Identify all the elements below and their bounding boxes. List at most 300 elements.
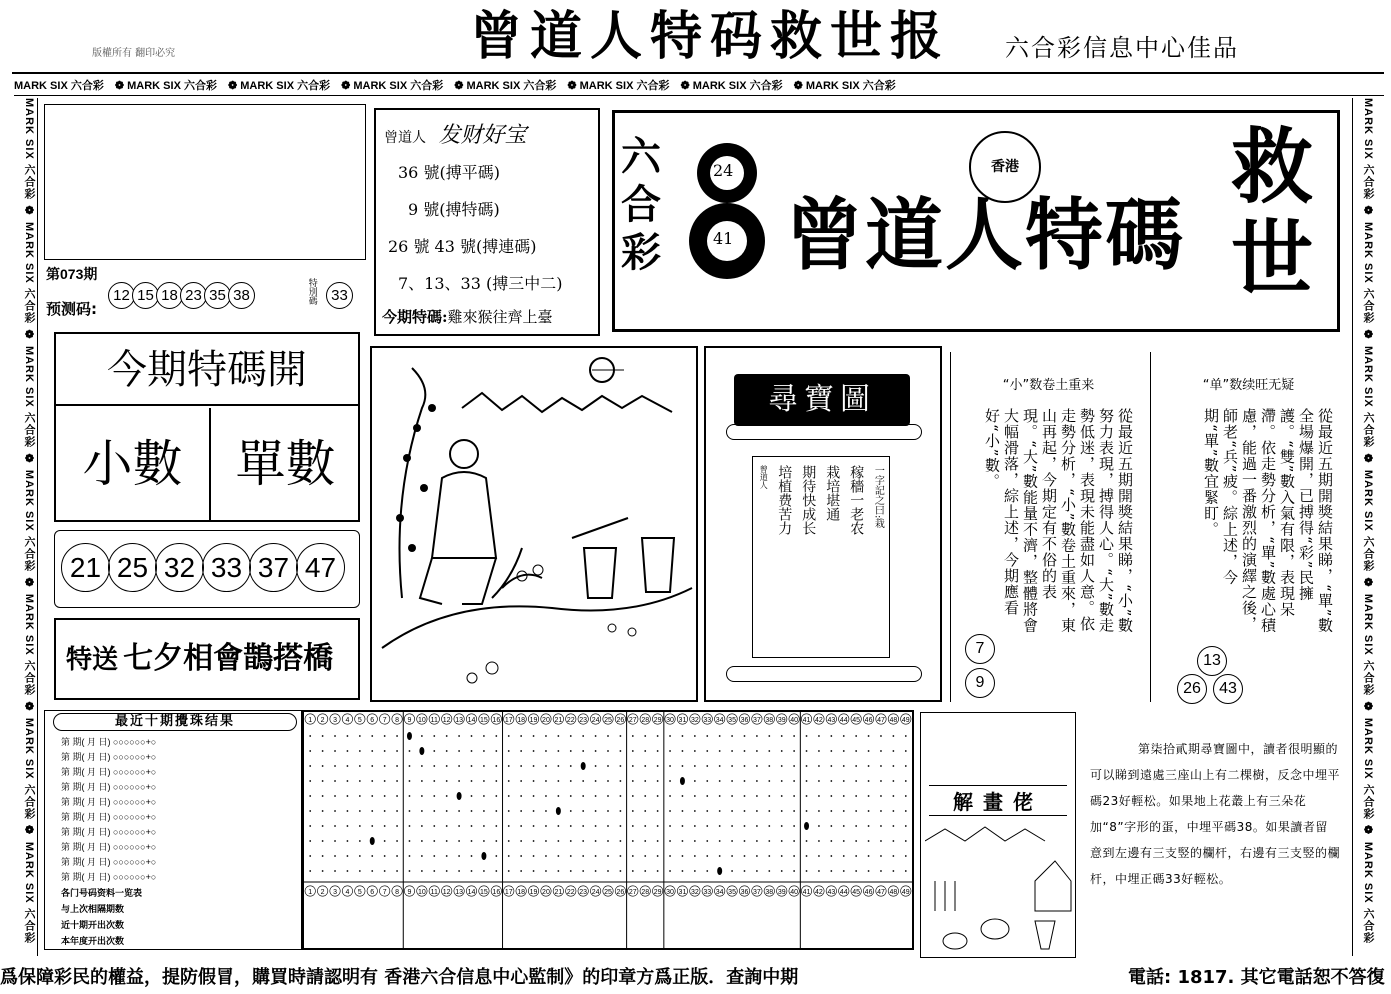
grid-dot (371, 855, 373, 857)
grid-col-number: 10 (417, 889, 426, 896)
grid-dot (359, 840, 361, 842)
grid-dot (334, 870, 336, 872)
results-footer-label: 各门号码资料一览表 (61, 888, 143, 898)
grid-dot (818, 750, 820, 752)
grid-dot (756, 765, 758, 767)
grid-col-number: 14 (467, 717, 476, 724)
grid-dot (458, 810, 460, 812)
predict-ball: 38 (228, 282, 255, 309)
grid-dot (545, 825, 547, 827)
grid-dot (868, 855, 870, 857)
grid-dot (607, 750, 609, 752)
grid-dot (892, 795, 894, 797)
grid-dot (409, 825, 411, 827)
results-row-label: 第 期( 月 日) ○○○○○○+○ (61, 797, 157, 807)
grid-dot (731, 780, 733, 782)
grid-hit (556, 807, 561, 815)
band-text: MARK SIX 六合彩 (579, 80, 670, 92)
gift-prefix: 特送 (66, 645, 119, 675)
grid-col-number: 5 (357, 717, 362, 724)
grid-dot (744, 810, 746, 812)
grid-dot (719, 765, 721, 767)
band-text: MARK SIX 六合彩 (466, 80, 557, 92)
grid-dot (756, 795, 758, 797)
grid-col-number: 31 (678, 889, 687, 896)
grid-dot (495, 780, 497, 782)
grid-dot (607, 840, 609, 842)
grid-dot (781, 765, 783, 767)
grid-dot (384, 780, 386, 782)
grid-dot (843, 840, 845, 842)
grid-dot (371, 870, 373, 872)
grid-col-number: 27 (628, 889, 637, 896)
grid-dot (694, 825, 696, 827)
grid-dot (744, 855, 746, 857)
grid-col-number: 43 (827, 717, 836, 724)
grid-dot (371, 750, 373, 752)
grid-dot (595, 735, 597, 737)
grid-col-number: 41 (802, 717, 811, 724)
grid-dot (731, 855, 733, 857)
article-ball: 9 (965, 668, 995, 698)
grid-dot (384, 825, 386, 827)
grid-dot (508, 810, 510, 812)
open-ball: 37 (249, 543, 298, 592)
grid-dot (620, 810, 622, 812)
grid-dot (309, 825, 311, 827)
grid-dot (557, 855, 559, 857)
grid-dot (495, 810, 497, 812)
grid-dot (830, 750, 832, 752)
grid-dot (582, 855, 584, 857)
grid-dot (433, 855, 435, 857)
grid-dot (830, 840, 832, 842)
grid-dot (818, 825, 820, 827)
grid-dot (756, 840, 758, 842)
grid-col-number: 44 (839, 889, 848, 896)
grid-col-number: 7 (382, 717, 387, 724)
grid-col-number: 36 (740, 717, 749, 724)
grid-dot (632, 750, 634, 752)
grid-dot (682, 735, 684, 737)
grid-col-number: 40 (790, 889, 799, 896)
grid-dot (433, 795, 435, 797)
grid-dot (905, 825, 907, 827)
grid-dot (806, 855, 808, 857)
results-panel (44, 710, 302, 950)
grid-col-number: 48 (889, 889, 898, 896)
grid-dot (458, 840, 460, 842)
grid-dot (545, 855, 547, 857)
grid-dot (843, 750, 845, 752)
open-heading: 今期特碼開 (56, 334, 358, 406)
article-ball: 26 (1177, 674, 1207, 704)
grid-dot (620, 840, 622, 842)
grid-dot (855, 735, 857, 737)
explain-illustration (920, 712, 1076, 958)
grid-dot (595, 810, 597, 812)
grid-dot (731, 795, 733, 797)
tip-line: 36 號(搏平碼) (398, 163, 500, 182)
grid-dot (421, 795, 423, 797)
open-ball: 32 (155, 543, 204, 592)
right-band: MARK SIX 六合彩 ❁ MARK SIX 六合彩 ❁ MARK SIX 六合彩 ❁ MARK SIX 六合彩 ❁ MARK SIX 六合彩 ❁ MARK SIX 六合彩 ❁ MARK SIX 六合彩 (1352, 98, 1376, 956)
grid-col-number: 26 (616, 889, 625, 896)
grid-col-number: 36 (740, 889, 749, 896)
tips-heading-prefix: 曾道人 (384, 130, 426, 146)
poem-col: 期待快成长 (800, 465, 817, 535)
grid-dot (433, 780, 435, 782)
grid-dot (322, 825, 324, 827)
grid-dot (731, 750, 733, 752)
grid-dot (421, 765, 423, 767)
grid-dot (731, 810, 733, 812)
band-text: MARK SIX 六合彩 (23, 345, 35, 448)
grid-dot (508, 780, 510, 782)
grid-dot (458, 855, 460, 857)
grid-dot (471, 765, 473, 767)
grid-dot (508, 825, 510, 827)
grid-dot (322, 810, 324, 812)
grid-dot (793, 825, 795, 827)
grid-dot (322, 780, 324, 782)
grid-dot (595, 840, 597, 842)
grid-dot (595, 870, 597, 872)
grid-dot (396, 735, 398, 737)
grid-dot (371, 780, 373, 782)
grid-dot (855, 795, 857, 797)
grid-dot (793, 795, 795, 797)
grid-dot (347, 780, 349, 782)
grid-dot (409, 765, 411, 767)
grid-col-number: 48 (889, 717, 898, 724)
logo-char: 彩 (621, 229, 661, 276)
grid-dot (706, 780, 708, 782)
grid-dot (309, 735, 311, 737)
grid-dot (433, 765, 435, 767)
grid-dot (458, 870, 460, 872)
open-ball: 33 (202, 543, 251, 592)
article-ball: 43 (1213, 674, 1243, 704)
grid-dot (781, 825, 783, 827)
grid-dot (644, 795, 646, 797)
grid-col-number: 38 (765, 717, 774, 724)
blank-ad-box (44, 104, 366, 260)
bottom-right-text: 電話: 1817. 其它電話恕不答復 (1122, 962, 1385, 994)
grid-dot (719, 810, 721, 812)
grid-col-number: 6 (370, 717, 375, 724)
special-text: 雞來猴往齊上臺 (447, 308, 553, 326)
grid-col-number: 37 (752, 889, 761, 896)
grid-dot (719, 855, 721, 857)
grid-dot (843, 810, 845, 812)
special-code-label: 特別碼 (306, 278, 317, 305)
grid-dot (880, 750, 882, 752)
grid-dot (396, 765, 398, 767)
grid-col-number: 28 (641, 889, 650, 896)
grid-dot (359, 825, 361, 827)
logo-main-text: 曾道人特碼 (785, 190, 1186, 281)
grid-dot (669, 735, 671, 737)
grid-dot (905, 735, 907, 737)
grid-col-number: 25 (604, 717, 612, 724)
results-row-label: 第 期( 月 日) ○○○○○○+○ (61, 737, 157, 747)
grid-dot (396, 810, 398, 812)
grid-dot (471, 735, 473, 737)
grid-col-number: 27 (628, 717, 637, 724)
grid-dot (657, 765, 659, 767)
grid-dot (471, 840, 473, 842)
grid-dot (557, 795, 559, 797)
grid-dot (471, 870, 473, 872)
grid-dot (682, 765, 684, 767)
grid-dot (880, 780, 882, 782)
grid-dot (483, 870, 485, 872)
grid-dot (533, 855, 535, 857)
grid-dot (632, 840, 634, 842)
grid-dot (620, 825, 622, 827)
grid-dot (347, 840, 349, 842)
grid-dot (570, 870, 572, 872)
grid-dot (520, 750, 522, 752)
grid-dot (322, 735, 324, 737)
grid-dot (644, 780, 646, 782)
tips-heading-script: 发财好宝 (438, 123, 527, 148)
grid-dot (892, 870, 894, 872)
grid-dot (334, 795, 336, 797)
grid-dot (533, 840, 535, 842)
grid-dot (682, 810, 684, 812)
grid-dot (334, 750, 336, 752)
grid-hit (804, 822, 809, 830)
grid-dot (682, 870, 684, 872)
results-footer-label: 本年度开出次数 (61, 936, 125, 946)
grid-dot (644, 810, 646, 812)
grid-dot (694, 840, 696, 842)
grid-dot (508, 870, 510, 872)
grid-dot (694, 855, 696, 857)
grid-dot (855, 750, 857, 752)
grid-dot (595, 825, 597, 827)
grid-col-number: 42 (815, 717, 823, 724)
grid-dot (892, 810, 894, 812)
grid-dot (533, 765, 535, 767)
tip-line: 9 號(搏特碼) (408, 200, 500, 219)
open-ball: 21 (61, 543, 110, 592)
illustration-panel (370, 346, 698, 702)
grid-dot (868, 825, 870, 827)
grid-dot (905, 870, 907, 872)
grid-dot (706, 840, 708, 842)
grid-dot (682, 795, 684, 797)
logo-panel (612, 110, 1340, 332)
grid-dot (582, 825, 584, 827)
grid-dot (446, 765, 448, 767)
grid-dot (508, 735, 510, 737)
grid-dot (396, 750, 398, 752)
grid-dot (421, 810, 423, 812)
header-rule (12, 72, 1384, 74)
grid-dot (359, 750, 361, 752)
grid-dot (446, 810, 448, 812)
grid-dot (830, 870, 832, 872)
grid-dot (570, 855, 572, 857)
grid-dot (880, 855, 882, 857)
predict-label: 预测码: (46, 300, 97, 318)
grid-col-number: 16 (492, 889, 501, 896)
grid-dot (818, 795, 820, 797)
tips-box (374, 108, 600, 336)
grid-dot (744, 795, 746, 797)
band-text: MARK SIX 六合彩 (1362, 717, 1374, 820)
grid-dot (446, 825, 448, 827)
grid-dot (384, 870, 386, 872)
grid-dot (595, 795, 597, 797)
grid-dot (880, 735, 882, 737)
grid-dot (818, 765, 820, 767)
grid-col-number: 32 (690, 717, 699, 724)
special-label: 今期特碼: (382, 308, 448, 326)
grid-dot (309, 855, 311, 857)
grid-dot (620, 795, 622, 797)
grid-dot (570, 810, 572, 812)
grid-dot (582, 750, 584, 752)
grid-dot (396, 795, 398, 797)
grid-dot (334, 765, 336, 767)
grid-dot (557, 870, 559, 872)
grid-dot (620, 855, 622, 857)
grid-dot (793, 870, 795, 872)
tip-line: 26 號 43 號(搏連碼) (388, 237, 537, 256)
grid-dot (768, 765, 770, 767)
grid-dot (309, 810, 311, 812)
grid-dot (347, 735, 349, 737)
logo-char: 合 (621, 181, 661, 228)
grid-col-number: 22 (566, 889, 575, 896)
grid-dot (570, 765, 572, 767)
grid-col-number: 9 (407, 717, 412, 724)
tip-line: 7、13、33 (搏三中二) (398, 274, 563, 293)
grid-dot (781, 855, 783, 857)
open-left: 小數 (56, 408, 211, 520)
grid-dot (595, 750, 597, 752)
grid-col-number: 30 (666, 889, 674, 896)
grid-col-number: 18 (517, 889, 526, 896)
grid-dot (669, 765, 671, 767)
grid-dot (657, 810, 659, 812)
grid-dot (744, 840, 746, 842)
grid-col-number: 42 (815, 889, 823, 896)
grid-dot (731, 765, 733, 767)
grid-dot (855, 825, 857, 827)
grid-dot (892, 825, 894, 827)
grid-col-number: 4 (345, 717, 350, 724)
grid-col-number: 37 (752, 717, 761, 724)
grid-dot (719, 840, 721, 842)
grid-dot (446, 750, 448, 752)
grid-dot (892, 780, 894, 782)
grid-dot (483, 810, 485, 812)
grid-col-number: 40 (790, 717, 799, 724)
grid-dot (669, 825, 671, 827)
grid-dot (520, 765, 522, 767)
grid-dot (669, 780, 671, 782)
grid-dot (892, 735, 894, 737)
grid-col-number: 10 (417, 717, 426, 724)
grid-dot (620, 750, 622, 752)
grid-col-number: 19 (529, 717, 538, 724)
band-text: MARK SIX 六合彩 (14, 80, 104, 92)
grid-dot (483, 780, 485, 782)
grid-dot (570, 750, 572, 752)
grid-dot (818, 735, 820, 737)
grid-dot (371, 795, 373, 797)
grid-dot (719, 780, 721, 782)
grid-dot (520, 735, 522, 737)
grid-dot (384, 765, 386, 767)
figure-eight-icon (677, 133, 787, 283)
grid-dot (607, 810, 609, 812)
logo-ball-bottom: 41 (713, 229, 734, 248)
results-grid (302, 710, 914, 950)
grid-dot (657, 870, 659, 872)
grid-dot (570, 735, 572, 737)
grid-dot (768, 735, 770, 737)
band-text: MARK SIX 六合彩 (1362, 593, 1374, 696)
grid-dot (644, 870, 646, 872)
grid-col-number: 43 (827, 889, 836, 896)
grid-dot (533, 810, 535, 812)
grid-dot (694, 765, 696, 767)
grid-dot (843, 870, 845, 872)
article-title: “单”数续旺无疑 (1202, 378, 1295, 393)
grid-dot (508, 795, 510, 797)
grid-dot (607, 855, 609, 857)
grid-dot (607, 735, 609, 737)
article-text: 從最近五期開獎結果睇，“小”數努力表現，搏得人心。“大”數走勢低迷，表現未能盡如人意。依走勢分析，“小”數卷土重來，東山再起，今期定有不俗的表現。“大”數能量不濟，整體將會大幅滑落，綜上述，今期應看好“小”數。 (983, 408, 1134, 634)
grid-col-number: 31 (678, 717, 687, 724)
grid-dot (868, 735, 870, 737)
grid-dot (508, 840, 510, 842)
gift-text: 七夕相會鵲搭橋 (123, 641, 334, 676)
grid-col-number: 4 (345, 889, 350, 896)
grid-dot (570, 795, 572, 797)
grid-dot (830, 795, 832, 797)
grid-col-number: 1 (308, 717, 313, 724)
grid-dot (334, 810, 336, 812)
grid-col-number: 39 (777, 717, 786, 724)
grid-dot (409, 810, 411, 812)
poem-col: 稼穡一老农 (848, 465, 865, 535)
grid-dot (781, 795, 783, 797)
grid-dot (843, 825, 845, 827)
special-number: 33 (326, 282, 353, 309)
grid-dot (421, 840, 423, 842)
grid-dot (632, 780, 634, 782)
grid-dot (731, 840, 733, 842)
grid-dot (657, 735, 659, 737)
grid-dot (595, 765, 597, 767)
grid-col-number: 7 (382, 889, 387, 896)
grid-dot (855, 810, 857, 812)
grid-dot (744, 735, 746, 737)
article-text: 從最近五期開獎結果睇，“單”數全場爆開，已搏得“彩”民擁護。“雙”數入氣有限，表現呆滯。依走勢分析，“單”數處心積慮，能過一番激烈的演繹之後，師老“兵”疲。綜上述，今期“單”數宜緊盯。 (1202, 408, 1334, 634)
grid-col-number: 29 (653, 889, 662, 896)
band-text: MARK SIX 六合彩 (23, 841, 35, 944)
grid-dot (471, 795, 473, 797)
results-row-label: 第 期( 月 日) ○○○○○○+○ (61, 827, 157, 837)
open-right: 單數 (235, 435, 336, 493)
